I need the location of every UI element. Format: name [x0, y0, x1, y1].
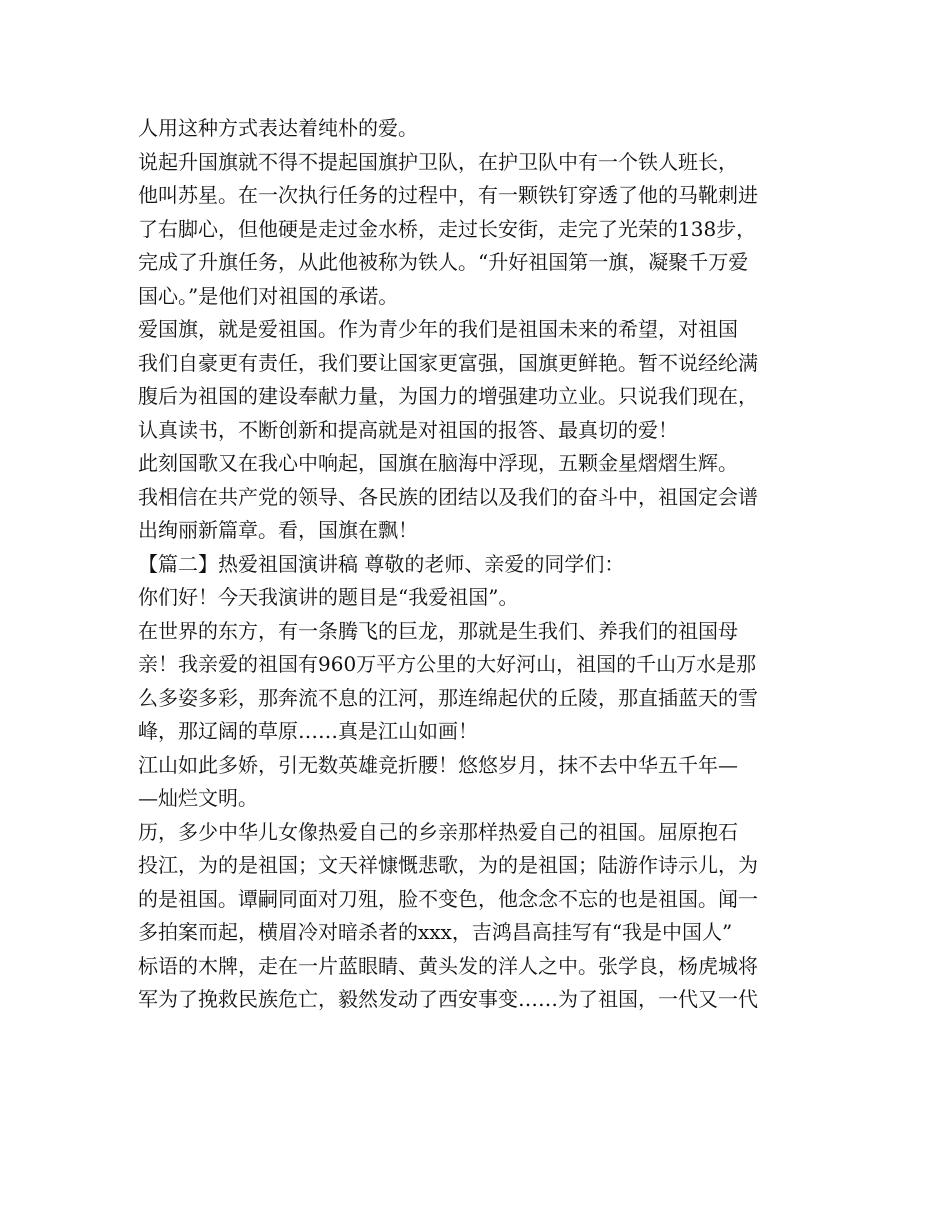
text-line: —灿烂文明。: [138, 786, 258, 810]
text-line: 江山如此多娇，引无数英雄竞折腰！悠悠岁月，抹不去中华五千年—: [138, 752, 738, 777]
text-line: 他叫苏星。在一次执行任务的过程中，有一颗铁钉穿透了他的马靴刺进: [138, 183, 758, 207]
text-line: 我们自豪更有责任，我们要让国家更富强，国旗更鲜艳。暂不说经纶满: [138, 350, 758, 375]
text-line: 出绚丽新篇章。看，国旗在飘！: [138, 518, 418, 542]
text-line: 完成了升旗任务，从此他被称为铁人。“升好祖国第一旗，凝聚千万爱: [138, 250, 749, 274]
section-heading: 【篇二】热爱祖国演讲稿 尊敬的老师、亲爱的同学们：: [138, 551, 625, 576]
text-line: 说起升国旗就不得不提起国旗护卫队，在护卫队中有一个铁人班长，: [138, 149, 738, 174]
text-line: 峰，那辽阔的草原……真是江山如画！: [138, 719, 478, 743]
text-line: 军为了挽救民族危亡，毅然发动了西安事变……为了祖国，一代又一代: [138, 987, 758, 1011]
text-line: 标语的木牌，走在一片蓝眼睛、黄头发的洋人之中。张学良，杨虎城将: [138, 953, 758, 978]
text-line: 么多姿多彩，那奔流不息的江河，那连绵起伏的丘陵，那直插蓝天的雪: [138, 685, 758, 710]
text-line: 历，多少中华儿女像热爱自己的乡亲那样热爱自己的祖国。屈原抱石: [138, 819, 738, 844]
text-line: 国心。”是他们对祖国的承诺。: [138, 283, 399, 308]
text-line: 亲！我亲爱的祖国有960万平方公里的大好河山，祖国的千山万水是那: [138, 652, 757, 676]
text-line: 我相信在共产党的领导、各民族的团结以及我们的奋斗中，祖国定会谱: [138, 484, 758, 509]
document-body: [138, 112, 818, 1017]
text-line: 人用这种方式表达着纯朴的爱。: [138, 116, 418, 140]
text-line: 在世界的东方，有一条腾飞的巨龙，那就是生我们、养我们的祖国母: [138, 618, 738, 643]
text-line: 投江，为的是祖国；文天祥慷慨悲歌，为的是祖国；陆游作诗示儿，为: [138, 853, 758, 877]
text-line: 认真读书，不断创新和提高就是对祖国的报答、最真切的爱！: [138, 417, 678, 442]
text-line: 爱国旗，就是爱祖国。作为青少年的我们是祖国未来的希望，对祖国: [138, 317, 738, 341]
text-line: 了右脚心，但他硬是走过金水桥，走过长安街，走完了光荣的138步，: [138, 216, 757, 241]
text-line: 的是祖国。谭嗣同面对刀殂，脸不变色，他念念不忘的也是祖国。闻一: [138, 886, 758, 911]
text-line: 此刻国歌又在我心中响起，国旗在脑海中浮现，五颗金星熠熠生辉。: [138, 451, 738, 475]
text-line: 腹后为祖国的建设奉献力量，为国力的增强建功立业。只说我们现在，: [138, 384, 758, 408]
text-line: 多拍案而起，横眉冷对暗杀者的xxx，吉鸿昌高挂写有“我是中国人”: [138, 920, 733, 944]
text-line: 你们好！今天我演讲的题目是“我爱祖国”。: [138, 585, 519, 609]
